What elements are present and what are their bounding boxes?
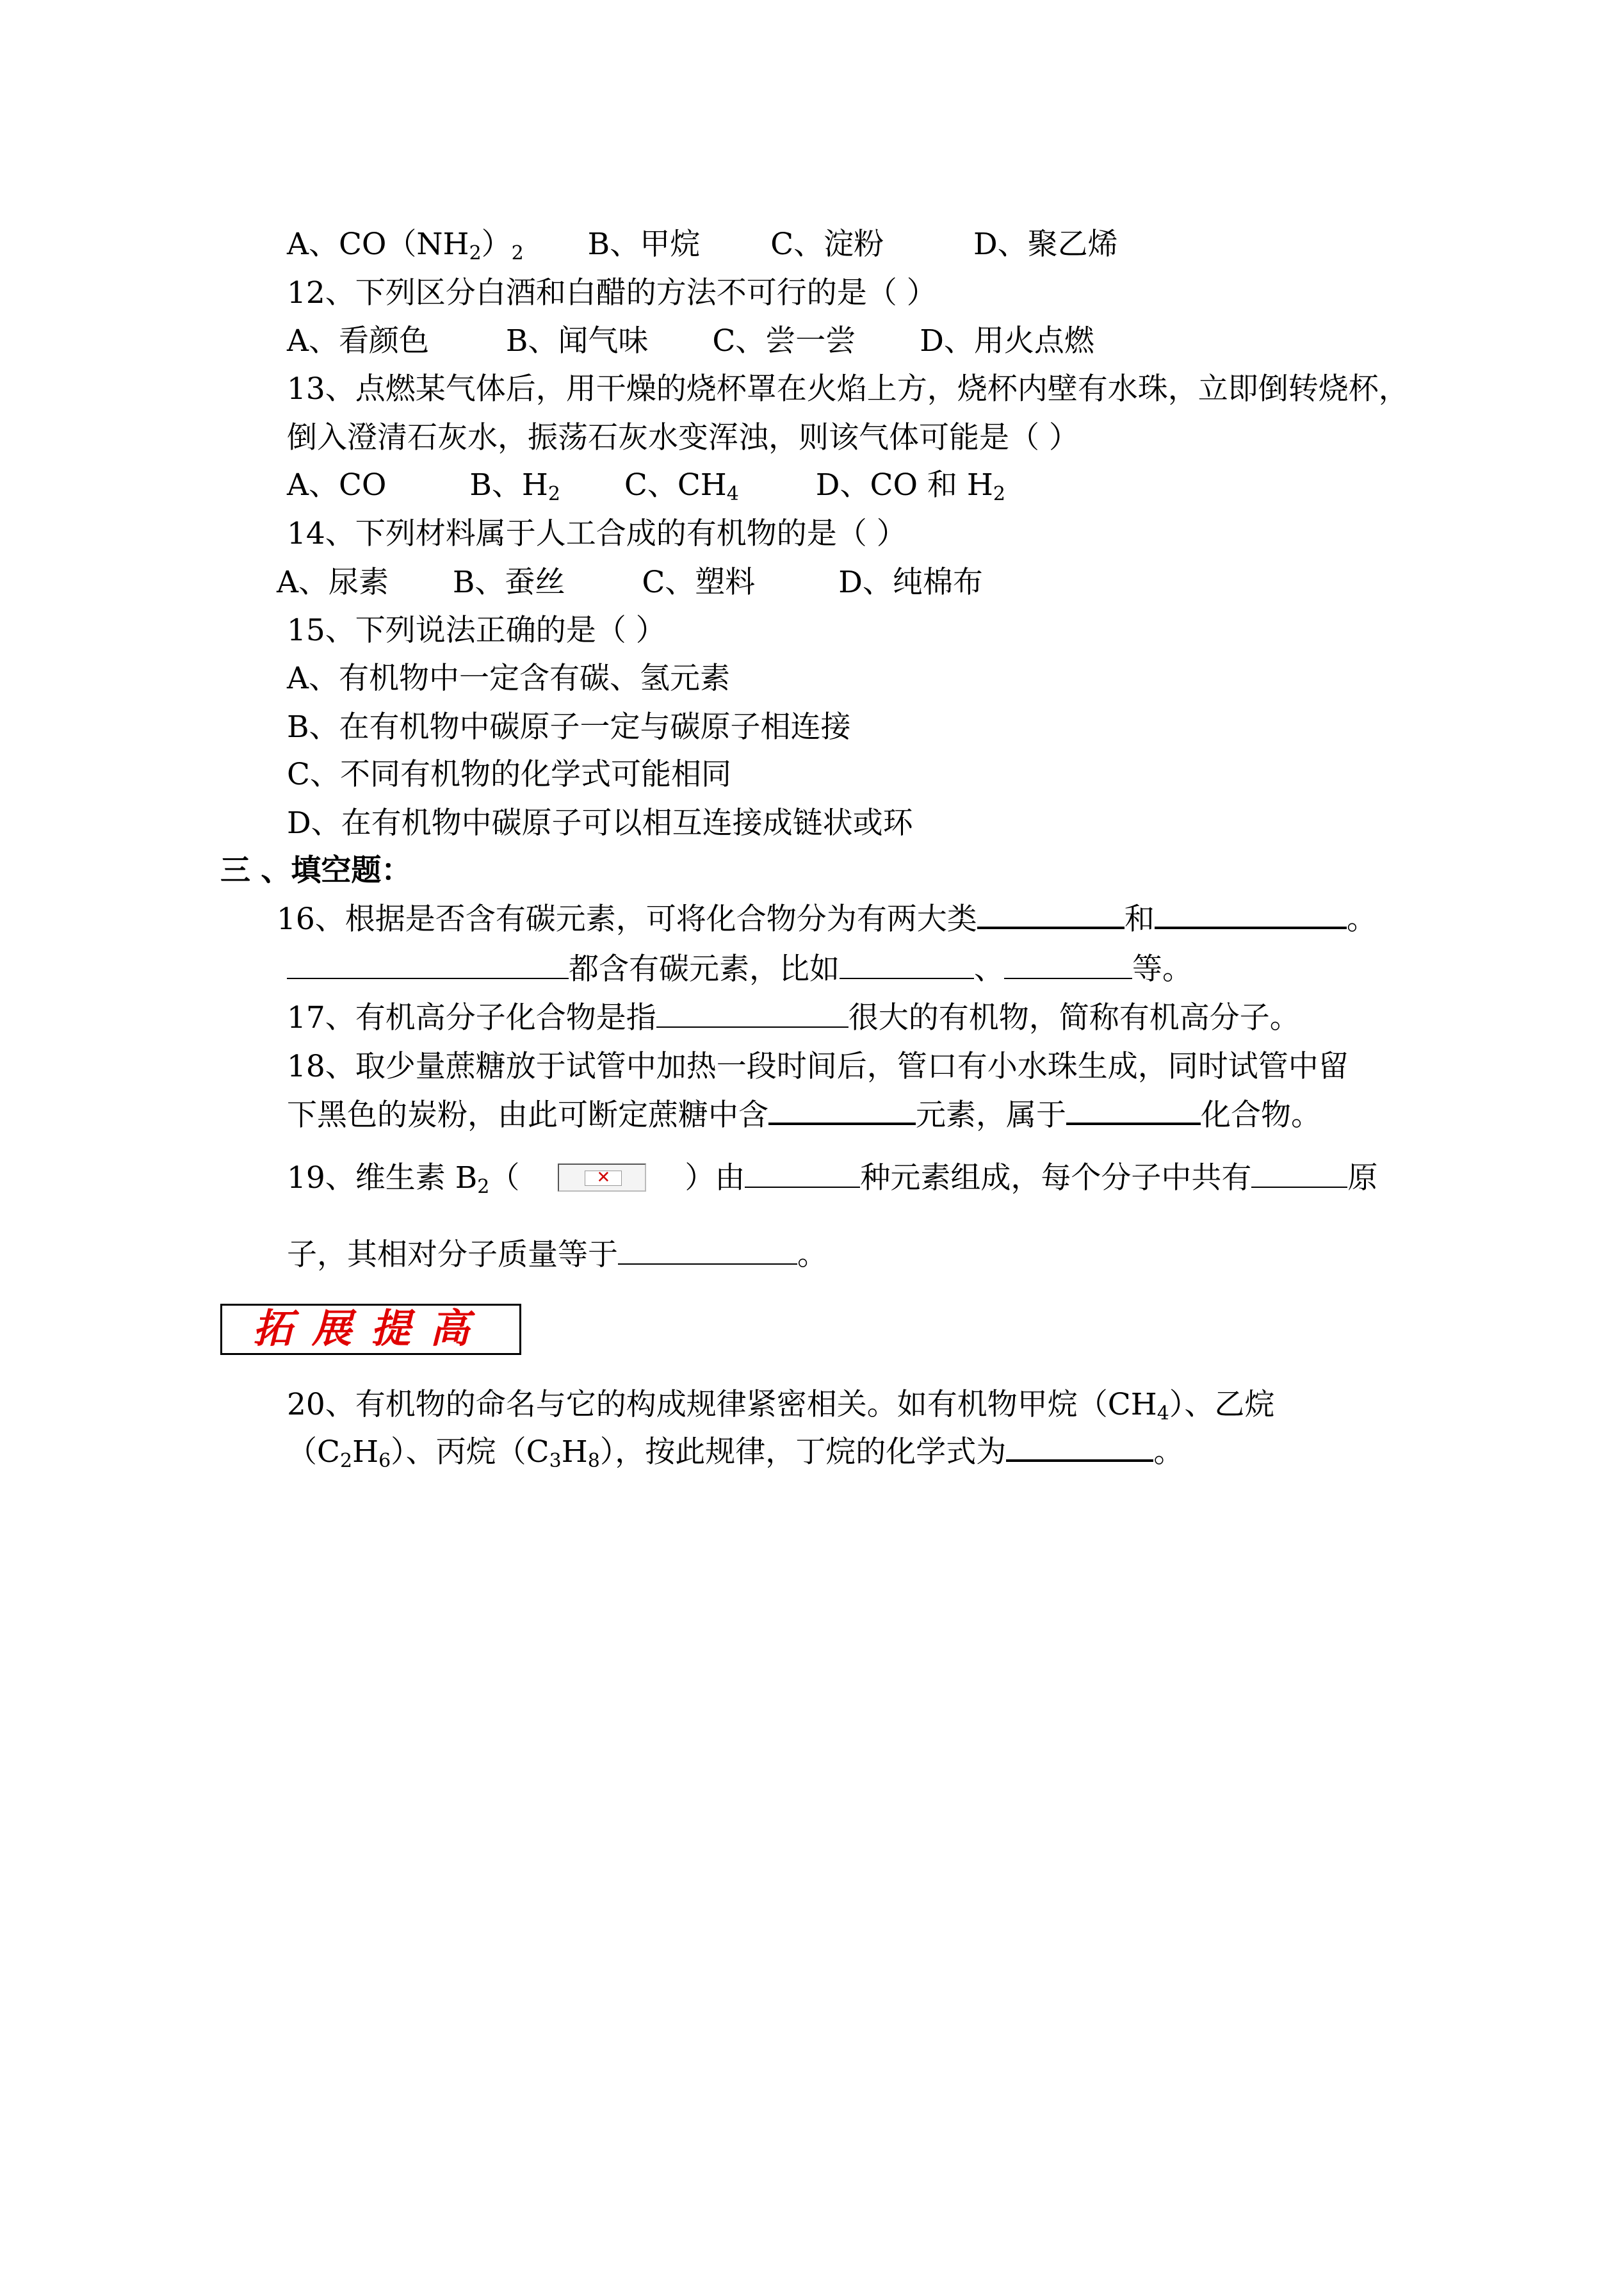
q20-t1: （C — [287, 1434, 340, 1470]
q19-text2: 子，其相对分子质量等于 — [287, 1237, 618, 1272]
q12-option-a: A、看颜色 — [287, 323, 429, 359]
q19-close: ）由 — [685, 1160, 745, 1196]
q16-end: 。 — [1346, 902, 1377, 937]
q11-options — [287, 225, 1118, 264]
q16-end2: 等。 — [1132, 952, 1192, 987]
q13-stem-line2: 倒入澄清石灰水，振荡石灰水变浑浊，则该气体可能是（ ） — [287, 420, 1079, 455]
q18-line1: 18、取少量蔗糖放于试管中加热一段时间后，管口有小水珠生成，同时试管中留 — [287, 1049, 1349, 1084]
answer-blank[interactable] — [1251, 1186, 1347, 1188]
section-title: 三 、填空题： — [220, 853, 412, 888]
q18-text-a: 下黑色的炭粉，由此可断定蔗糖中含 — [287, 1098, 768, 1133]
answer-blank[interactable] — [1155, 926, 1347, 929]
q13-option-d: D、CO 和 $H_2$ — [815, 467, 1005, 505]
q15-option-b: B、在有机物中碳原子一定与碳原子相连接 — [287, 710, 851, 745]
q16-line1 — [277, 900, 1377, 939]
q16-text2: 都含有碳元素，比如 — [569, 952, 840, 987]
answer-blank[interactable] — [1004, 977, 1132, 979]
answer-blank[interactable] — [1066, 1122, 1201, 1125]
q20-t2: H — [352, 1434, 379, 1470]
q19-mid: 种元素组成，每个分子中共有 — [860, 1160, 1252, 1196]
q17-text2: 很大的有机物，简称有机高分子。 — [848, 1000, 1300, 1035]
q18-text-c: 化合物。 — [1201, 1098, 1321, 1133]
q16-line2 — [287, 950, 1192, 989]
q16-and: 和 — [1124, 902, 1155, 937]
q19-open: （ — [489, 1160, 520, 1196]
q20-text-post: ）、乙烷 — [1169, 1387, 1275, 1422]
q11-option-d: D、聚乙烯 — [973, 227, 1118, 262]
q13-options — [287, 466, 1005, 505]
q14-option-d: D、纯棉布 — [838, 565, 983, 600]
answer-blank[interactable] — [618, 1263, 797, 1265]
q12-stem: 12、下列区分白酒和白醋的方法不可行的是（ ） — [287, 275, 937, 311]
answer-blank[interactable] — [977, 926, 1125, 929]
q20-end: 。 — [1153, 1434, 1184, 1470]
q14-options — [277, 564, 983, 602]
q12-option-d: D、用火点燃 — [920, 323, 1094, 359]
q17-line — [287, 999, 1300, 1037]
q11-option-a: A、$CO(NH_2)_2$ — [287, 227, 524, 264]
q19-end2: 。 — [797, 1237, 827, 1272]
q13-stem-line1: 13、点燃某气体后，用干燥的烧杯罩在火焰上方，烧杯内壁有水珠，立即倒转烧杯， — [287, 371, 1409, 407]
q14-option-c: C、塑料 — [642, 565, 756, 600]
answer-blank[interactable] — [768, 1122, 916, 1125]
q13-option-c: C、$CH_4$ — [624, 467, 739, 505]
q12-option-c: C、尝一尝 — [712, 323, 856, 359]
q13-option-a: A、CO — [287, 467, 387, 503]
q20-s4: 8 — [587, 1450, 600, 1472]
q20-t3: ）、丙烷（C — [391, 1434, 549, 1470]
answer-blank[interactable] — [1006, 1459, 1153, 1462]
q15-option-a: A、有机物中一定含有碳、氢元素 — [287, 661, 730, 696]
q15-option-c: C、不同有机物的化学式可能相同 — [287, 757, 731, 792]
q19-line2 — [287, 1236, 827, 1274]
q20-t4: H — [561, 1434, 588, 1470]
q19-end: 原 — [1347, 1160, 1378, 1196]
q12-options — [287, 322, 1094, 361]
q20-t5: ），按此规律，丁烷的化学式为 — [599, 1434, 1007, 1470]
q11-option-b: B、甲烷 — [587, 227, 701, 262]
q20-s1: 2 — [339, 1450, 353, 1472]
q19-text: 19、维生素 B — [287, 1160, 478, 1196]
q20-line2 — [287, 1433, 1183, 1472]
q16-sep: 、 — [974, 952, 1004, 987]
q12-option-b: B、闻气味 — [505, 323, 649, 359]
extension-banner: 拓展提高 — [220, 1304, 521, 1355]
q20-text: 20、有机物的命名与它的构成规律紧密相关。如有机物甲烷（CH — [287, 1387, 1157, 1422]
q18-text-b: 元素，属于 — [916, 1098, 1066, 1133]
q14-stem: 14、下列材料属于人工合成的有机物的是（ ） — [287, 516, 907, 551]
answer-blank[interactable] — [287, 977, 569, 979]
q17-text: 17、有机高分子化合物是指 — [287, 1000, 656, 1035]
q20-line1 — [287, 1386, 1274, 1424]
q11-option-c: C、淀粉 — [770, 227, 884, 262]
broken-image-icon: ✕ — [558, 1164, 646, 1192]
q13-option-b: B、$H_2$ — [469, 467, 560, 505]
answer-blank[interactable] — [656, 1026, 849, 1028]
q15-stem: 15、下列说法正确的是（ ） — [287, 613, 666, 648]
q19-line1 — [287, 1159, 1377, 1197]
answer-blank[interactable] — [745, 1186, 860, 1188]
q14-option-b: B、蚕丝 — [452, 565, 565, 600]
q14-option-a: A、尿素 — [277, 565, 389, 600]
answer-blank[interactable] — [840, 977, 974, 979]
q19-sub: 2 — [477, 1176, 490, 1198]
q20-s3: 3 — [549, 1450, 562, 1472]
q20-sub: 4 — [1157, 1402, 1169, 1425]
q18-line2 — [287, 1096, 1321, 1135]
q20-s2: 6 — [378, 1450, 391, 1472]
q16-text: 16、根据是否含有碳元素，可将化合物分为有两大类 — [277, 902, 977, 937]
q15-option-d: D、在有机物中碳原子可以相互连接成链状或环 — [287, 806, 913, 841]
